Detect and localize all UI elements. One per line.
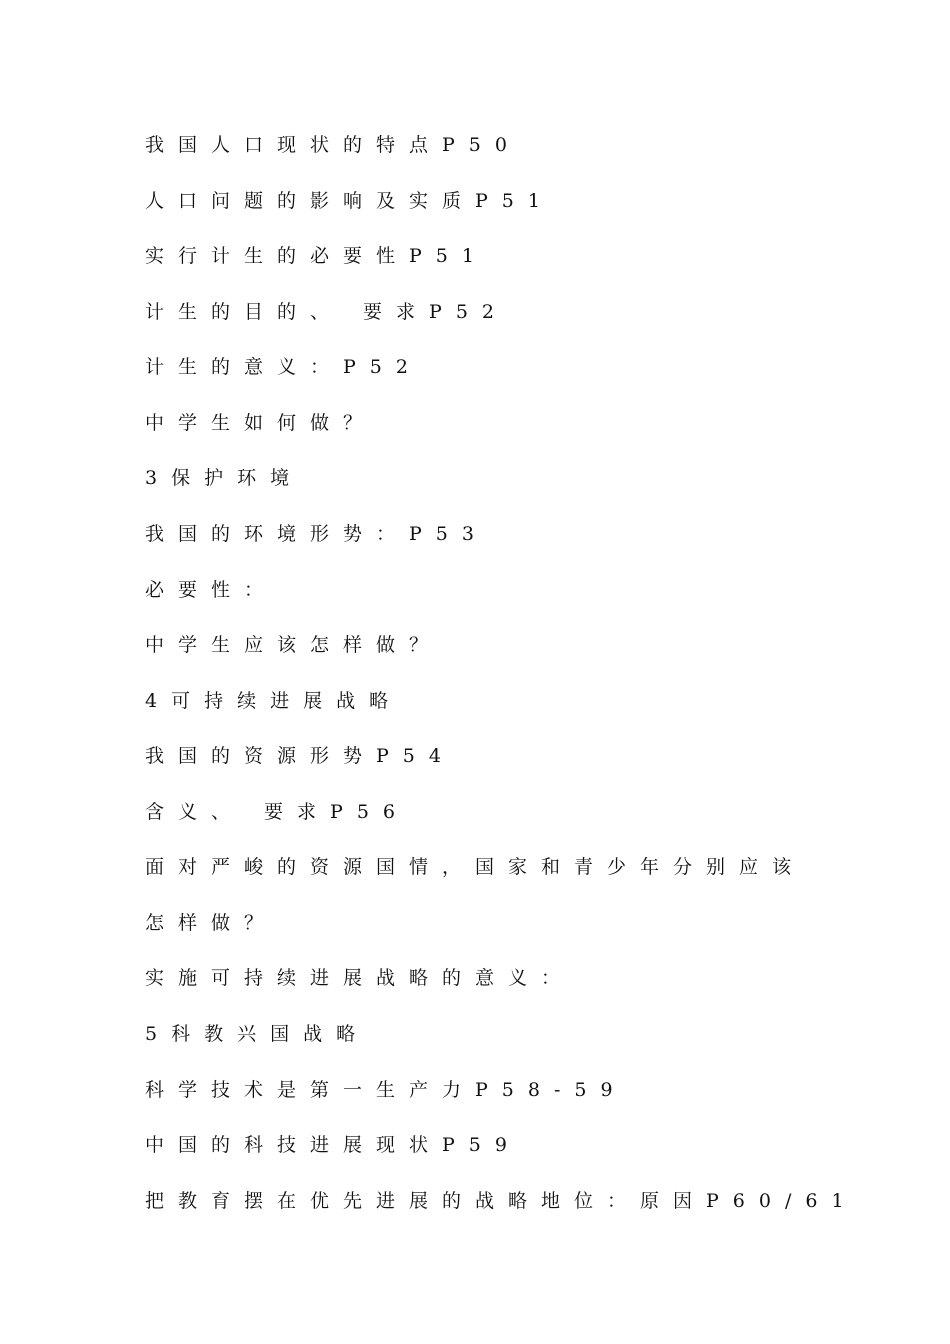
text-line: 人口问题的影响及实质P51 [145, 190, 554, 212]
section-heading: 3保护环境 [145, 467, 304, 489]
section-heading: 5科教兴国战略 [145, 1023, 370, 1045]
text-line: 计生的意义：P52 [145, 356, 422, 378]
text-line: 科学技术是第一生产力P58-59 [145, 1079, 627, 1101]
text-line: 计生的目的、 要求P52 [145, 301, 509, 323]
text-line: 必要性： [145, 579, 278, 601]
text-line: 含义、 要求P56 [145, 801, 410, 823]
text-line: 我国人口现状的特点P50 [145, 134, 521, 156]
text-line: 我国的资源形势P54 [145, 745, 455, 767]
text-line: 实行计生的必要性P51 [145, 245, 488, 267]
text-line: 实施可持续进展战略的意义： [145, 967, 575, 989]
text-line: 把教育摆在优先进展的战略地位：原因P60/61 [145, 1190, 858, 1212]
text-line: 我国的环境形势：P53 [145, 523, 488, 545]
section-heading: 4可持续进展战略 [145, 690, 403, 712]
text-line: 面对严峻的资源国情，国家和青少年分别应该 [145, 856, 806, 878]
text-line: 怎样做？ [145, 912, 278, 934]
text-line: 中国的科技进展现状P59 [145, 1134, 521, 1156]
text-line: 中学生应该怎样做？ [145, 634, 443, 656]
text-line: 中学生如何做？ [145, 412, 377, 434]
